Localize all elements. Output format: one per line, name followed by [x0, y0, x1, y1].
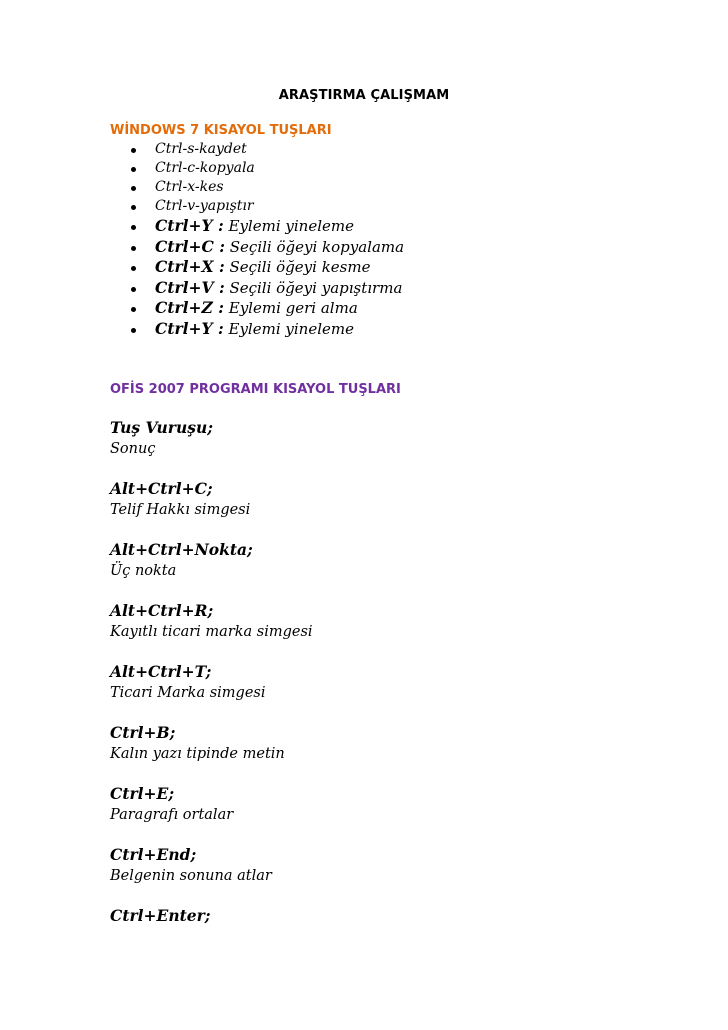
shortcut-description: Paragrafı ortalar	[110, 807, 234, 823]
shortcut-description: Üç nokta	[110, 563, 177, 579]
shortcut-key: Ctrl+End;	[110, 845, 197, 864]
list-item	[110, 278, 670, 299]
shortcut-key: Ctrl+V :	[155, 277, 225, 297]
shortcut-key: Alt+Ctrl+C;	[110, 479, 213, 498]
shortcut-key: Ctrl+B;	[110, 723, 176, 742]
office-shortcuts-heading: OFİS 2007 PROGRAMI KISAYOL TUŞLARI	[110, 382, 401, 397]
shortcut-entry	[110, 661, 670, 722]
shortcut-entry	[110, 600, 670, 661]
office-shortcuts-list	[110, 417, 670, 966]
shortcut-key: Tuş Vuruşu;	[110, 418, 213, 437]
page-title: ARAŞTIRMA ÇALIŞMAM	[278, 88, 450, 103]
list-item: Ctrl-v-yapıştır	[110, 197, 670, 216]
shortcut-key: Alt+Ctrl+R;	[110, 601, 214, 620]
shortcut-key: Alt+Ctrl+Nokta;	[110, 540, 253, 559]
shortcut-key: Alt+Ctrl+T;	[110, 662, 212, 681]
shortcut-entry	[110, 844, 670, 905]
shortcut-key: Ctrl+Y :	[155, 216, 224, 235]
list-item	[110, 216, 670, 237]
shortcut-description: Sonuç	[110, 441, 156, 457]
shortcut-entry	[110, 539, 670, 600]
shortcut-key: Ctrl+C :	[155, 236, 225, 256]
windows-shortcuts-heading: WİNDOWS 7 KISAYOL TUŞLARI	[110, 123, 332, 138]
list-item	[110, 237, 670, 258]
shortcut-entry	[110, 783, 670, 844]
shortcut-action: Eylemi geri alma	[223, 299, 358, 317]
shortcut-key: Ctrl+Z :	[155, 298, 224, 317]
shortcut-description: Belgenin sonuna atlar	[110, 868, 272, 884]
shortcut-entry	[110, 417, 670, 478]
shortcut-entry	[110, 722, 670, 783]
shortcut-description: Kalın yazı tipinde metin	[110, 746, 285, 762]
list-item	[110, 298, 670, 319]
shortcut-action: Eylemi yineleme	[223, 319, 354, 338]
shortcut-key: Ctrl+E;	[110, 784, 175, 803]
shortcut-description: Telif Hakkı simgesi	[110, 502, 251, 518]
list-item	[110, 257, 670, 278]
list-item: Ctrl-c-kopyala	[110, 159, 670, 178]
list-item: Ctrl-x-kes	[110, 178, 670, 197]
shortcut-key: Ctrl+X :	[155, 257, 225, 276]
list-item	[110, 319, 670, 340]
shortcut-action: Seçili öğeyi kesme	[224, 258, 371, 276]
shortcut-action: Eylemi yineleme	[223, 217, 354, 235]
shortcut-entry	[110, 905, 670, 966]
shortcut-action: Seçili öğeyi kopyalama	[225, 237, 405, 256]
shortcut-description: Kayıtlı ticari marka simgesi	[110, 624, 313, 640]
shortcut-key: Ctrl+Y :	[155, 318, 224, 338]
shortcut-description: Ticari Marka simgesi	[110, 685, 266, 701]
shortcut-entry	[110, 478, 670, 539]
shortcut-action: Seçili öğeyi yapıştırma	[224, 278, 403, 297]
shortcut-key: Ctrl+Enter;	[110, 906, 211, 925]
windows-shortcuts-list	[110, 140, 670, 339]
list-item: Ctrl-s-kaydet	[110, 140, 670, 159]
